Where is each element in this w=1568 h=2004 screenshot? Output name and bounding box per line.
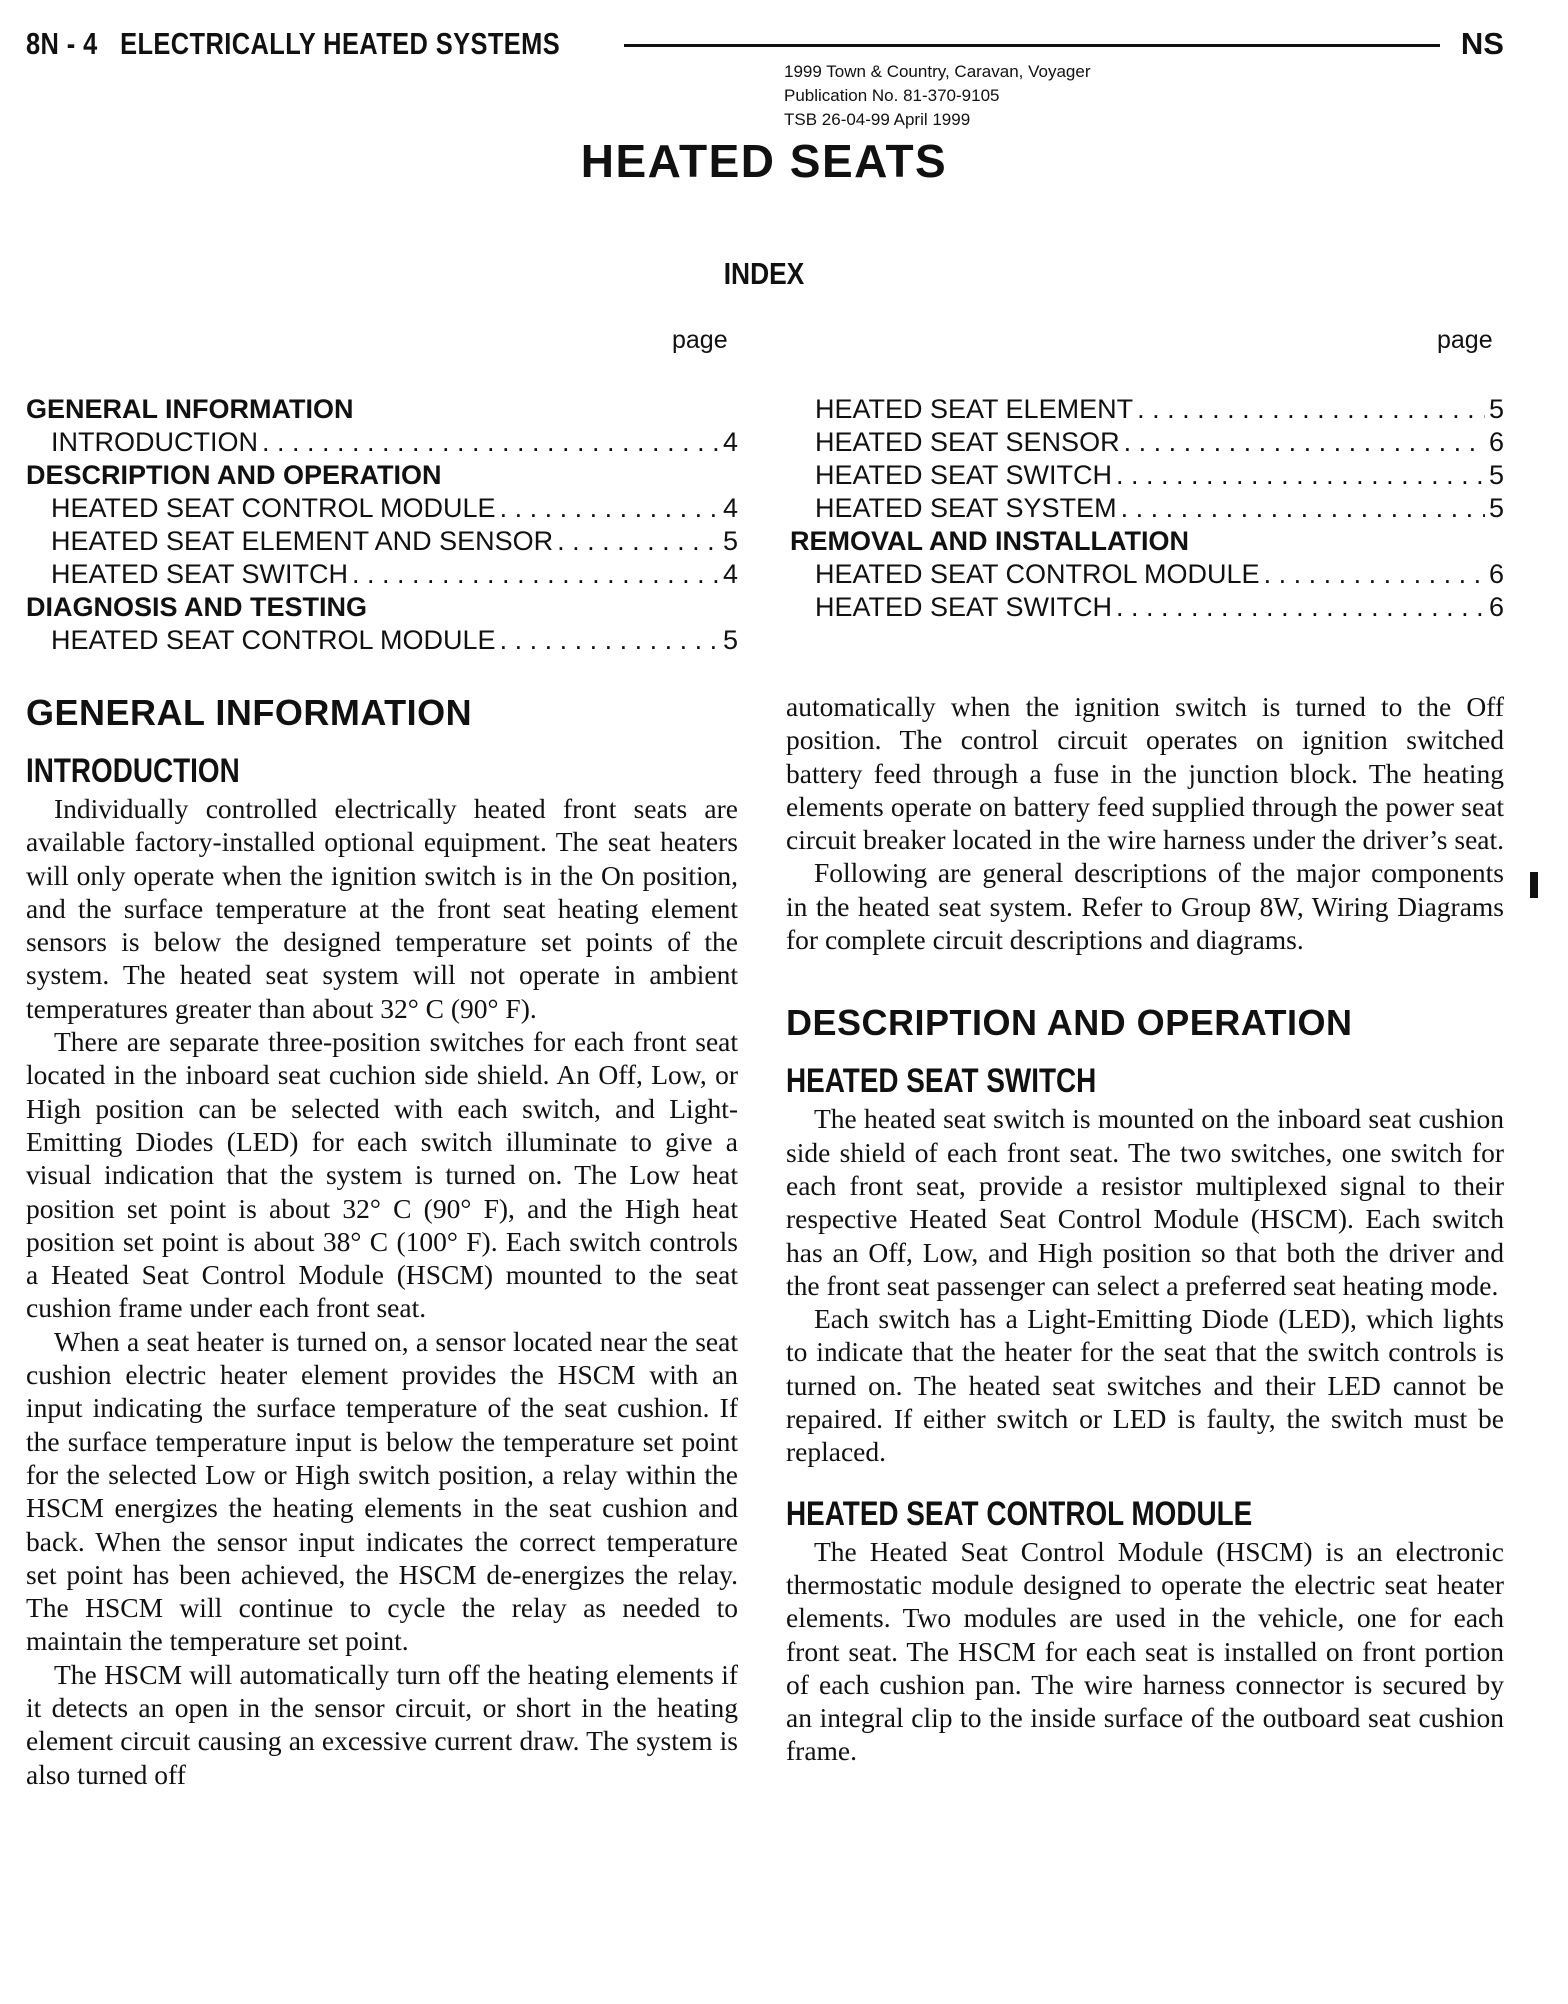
section-label xyxy=(26,26,560,62)
index-entry xyxy=(790,493,1504,526)
introduction-paragraph-5: Following are general descriptions of the major components in the heated seat system. Refer to Group 8W, Wiring Diagrams for complete circuit descriptions and diagrams. xyxy=(786,857,1504,956)
index-heading xyxy=(26,592,738,625)
index-leader-dots xyxy=(352,559,719,590)
index-entry-label: HEATED SEAT SWITCH xyxy=(51,559,349,589)
index-entry-label: GENERAL INFORMATION xyxy=(26,394,354,424)
general-information-heading: GENERAL INFORMATION xyxy=(26,692,473,733)
introduction-paragraph-2: There are separate three-position switches for each front seat located in the inboard seat cuchion side shield. An Off, Low, or High position can be selected with each switch, and Light-Emitting Diodes (LED) for each switch illuminate to give a visual indication that the system is turned on. The Low heat position set point is about 32° C (90° F), and the High heat position set point is about 38° C (100° F). Each switch controls a Heated Seat Control Module (HSCM) mounted to the seat cushion frame under each front seat. xyxy=(26,1026,738,1324)
heated-seat-switch-heading: HEATED SEAT SWITCH xyxy=(786,1062,1097,1101)
index-leader-dots xyxy=(1124,427,1485,458)
index-entry-page: 4 xyxy=(722,559,738,589)
index-list-right xyxy=(790,394,1504,625)
introduction-paragraph-4-continued: automatically when the ignition switch is turned to the Off position. The control circuit operates on ignition switched battery feed through a fuse in the junction block. The heating elements operate on battery feed supplied through the power seat circuit breaker located in the wire harness under the driver’s seat. xyxy=(786,691,1505,856)
index-leader-dots xyxy=(1264,559,1485,590)
index-entry-page: 6 xyxy=(1488,427,1504,457)
index-entry xyxy=(26,427,738,460)
index-entry xyxy=(790,460,1504,493)
index-entry xyxy=(790,394,1504,427)
index-title: INDEX xyxy=(723,256,805,291)
index-entry-label: DESCRIPTION AND OPERATION xyxy=(26,460,442,490)
running-header xyxy=(26,22,1504,68)
index-leader-dots xyxy=(1121,493,1485,524)
publication-line-2: Publication No. 81-370-9105 xyxy=(784,86,1000,105)
index-leader-dots xyxy=(1116,592,1485,623)
index-entry-page: 5 xyxy=(722,526,738,556)
index-entry-label: HEATED SEAT CONTROL MODULE xyxy=(815,559,1260,589)
index-entry-label: HEATED SEAT ELEMENT AND SENSOR xyxy=(51,526,554,556)
index-entry-label: HEATED SEAT SWITCH xyxy=(815,592,1113,622)
index-leader-dots xyxy=(1116,460,1485,491)
index-entry-label: HEATED SEAT ELEMENT xyxy=(815,394,1134,424)
publication-line-3: TSB 26-04-99 April 1999 xyxy=(784,110,971,129)
index-entry-page: 5 xyxy=(1488,493,1504,523)
index-heading xyxy=(26,460,738,493)
publication-info xyxy=(784,60,1091,132)
index-entry xyxy=(26,493,738,526)
index-leader-dots xyxy=(500,493,719,524)
introduction-paragraph-4: The HSCM will automatically turn off the heating elements if it detects an open in the sensor circuit, or short in the heating element circuit causing an excessive current draw. The system is also turned off xyxy=(26,1658,738,1790)
index-entry-label: HEATED SEAT SWITCH xyxy=(815,460,1113,490)
index-entry-label: HEATED SEAT CONTROL MODULE xyxy=(51,625,496,655)
section-code: 8N - 4 xyxy=(26,26,98,61)
index-entry-label: INTRODUCTION xyxy=(51,427,258,457)
switch-paragraph-2: Each switch has a Light-Emitting Diode (LED), which lights to indicate that the heater for the seat that the switch controls is turned on. The heated seat switches and their LED cannot be repaired. If either switch or LED is faulty, the switch must be replaced. xyxy=(786,1303,1504,1468)
index-entry-label: REMOVAL AND INSTALLATION xyxy=(790,526,1189,556)
index-leader-dots xyxy=(500,625,719,656)
heated-seat-control-module-heading: HEATED SEAT CONTROL MODULE xyxy=(786,1494,1253,1533)
index-entry-page: 6 xyxy=(1488,592,1504,622)
introduction-paragraph-3: When a seat heater is turned on, a sensor located near the seat cushion electric heater element provides the HSCM with an input indicating the surface temperature of the seat cushion. If the surface temperature input is below the temperature set point for the selected Low or High switch position, a relay within the HSCM energizes the heating elements in the seat cushion and back. When the sensor input indicates the correct temperature set point has been achieved, the HSCM de-energizes the relay. The HSCM will continue to cycle the relay as needed to maintain the temperature set point. xyxy=(26,1325,738,1657)
introduction-paragraph-1: Individually controlled electrically heated front seats are available factory-installed optional equipment. The seat heaters will only operate when the ignition switch is in the On position, and the surface temperature at the front seat heating element sensors is below the designed temperature set points of the system. The heated seat system will not operate in ambient temperatures greater than about 32° C (90° F). xyxy=(26,793,738,1024)
index-list-left xyxy=(26,394,738,658)
index-entry-page: 5 xyxy=(1488,394,1504,424)
introduction-heading: INTRODUCTION xyxy=(26,752,240,790)
index-heading xyxy=(790,526,1504,559)
description-operation-heading: DESCRIPTION AND OPERATION xyxy=(786,1002,1353,1044)
module-paragraph-1: The Heated Seat Control Module (HSCM) is an electronic thermostatic module designed to operate the electric seat heater elements. Two modules are used in the vehicle, one for each front seat. The HSCM for each seat is installed on front portion of each cushion pan. The wire harness connector is secured by an integral clip to the inside surface of the outboard seat cushion frame. xyxy=(786,1535,1504,1767)
index-entry xyxy=(26,526,738,559)
section-title: ELECTRICALLY HEATED SYSTEMS xyxy=(120,26,561,61)
index-entry xyxy=(790,427,1504,460)
index-leader-dots xyxy=(557,526,719,557)
index-entry-page: 5 xyxy=(1488,460,1504,490)
index-entry-label: HEATED SEAT SYSTEM xyxy=(815,493,1117,523)
index-page-label-left: page xyxy=(672,326,728,354)
index-entry-page: 4 xyxy=(722,493,738,523)
index-entry xyxy=(26,625,738,658)
index-page-label-right: page xyxy=(1437,326,1493,354)
index-entry xyxy=(790,592,1504,625)
index-entry-label: DIAGNOSIS AND TESTING xyxy=(26,592,368,622)
switch-paragraph-1: The heated seat switch is mounted on the inboard seat cushion side shield of each front seat. The two switches, one switch for each front seat, provide a resistor multiplexed signal to their respective Heated Seat Control Module (HSCM). Each switch has an Off, Low, and High position so that both the driver and the front seat passenger can select a preferred seat heating mode. xyxy=(786,1103,1504,1301)
model-code: NS xyxy=(1460,26,1504,61)
index-leader-dots xyxy=(1137,394,1485,425)
index-entry xyxy=(26,559,738,592)
index-entry-label: HEATED SEAT SENSOR xyxy=(815,427,1120,457)
index-entry xyxy=(790,559,1504,592)
index-leader-dots xyxy=(262,427,719,458)
page-title: HEATED SEATS xyxy=(580,135,948,187)
index-entry-label: HEATED SEAT CONTROL MODULE xyxy=(51,493,496,523)
header-rule xyxy=(624,44,1440,47)
index-entry-page: 4 xyxy=(722,427,738,457)
index-entry-page: 6 xyxy=(1488,559,1504,589)
body-column-left xyxy=(26,690,738,1791)
revision-change-bar xyxy=(1530,872,1538,898)
publication-line-1: 1999 Town & Country, Caravan, Voyager xyxy=(784,62,1091,81)
index-entry-page: 5 xyxy=(722,625,738,655)
body-column-right xyxy=(786,690,1504,1768)
index-heading xyxy=(26,394,738,427)
